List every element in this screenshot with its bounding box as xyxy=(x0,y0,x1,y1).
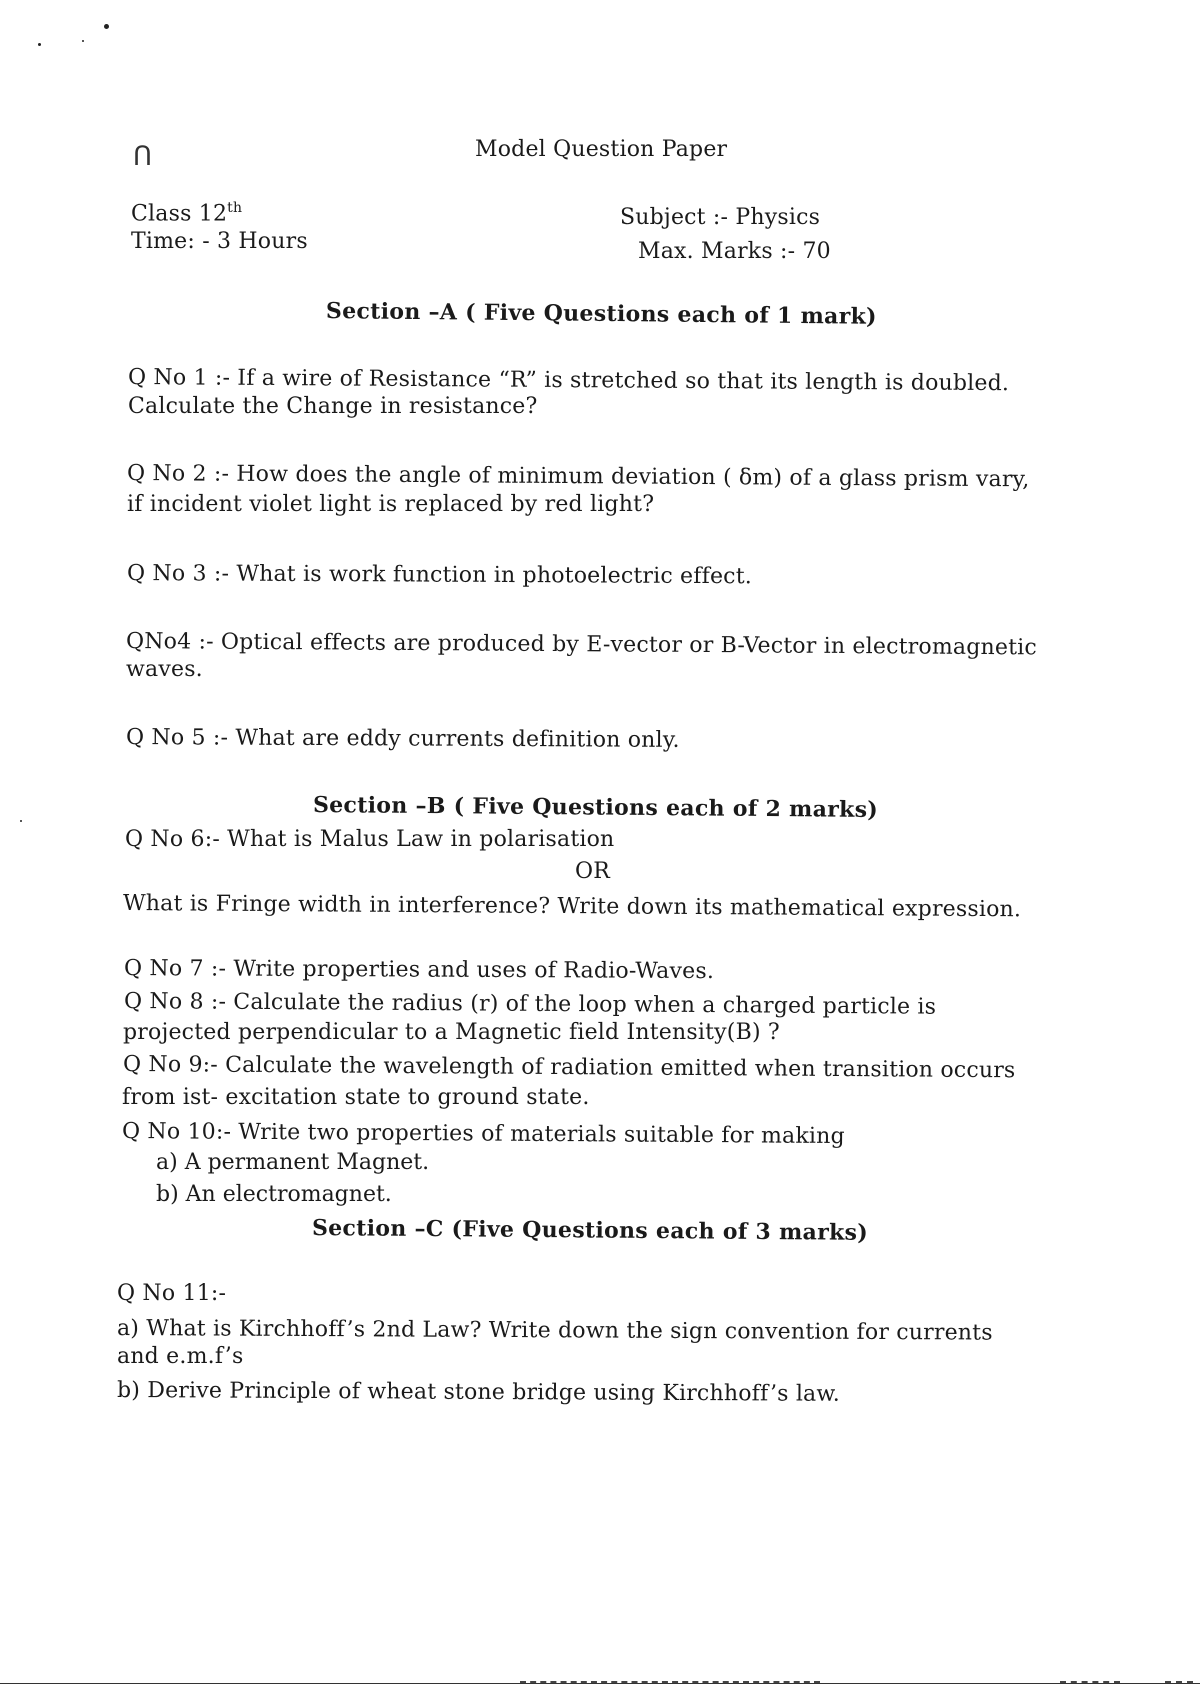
scan-speck xyxy=(82,40,84,42)
question-6-alternative: What is Fringe width in interference? Write down its mathematical expression. xyxy=(122,891,1022,923)
scan-edge-dashes xyxy=(1165,1681,1193,1683)
question-3: Q No 3 :- What is work function in photoelectric effect. xyxy=(126,561,753,590)
class-text: Class 12 xyxy=(131,201,228,227)
section-c-heading: Section –C (Five Questions each of 3 marks) xyxy=(311,1215,869,1246)
scan-edge-dashes xyxy=(520,1681,820,1683)
question-11: Q No 11:- xyxy=(117,1281,227,1306)
class-superscript: th xyxy=(227,200,243,216)
question-4-line-1: QNo4 :- Optical effects are produced by E-vector or B-Vector in electromagnetic xyxy=(125,629,1038,661)
question-2-line-2: if incident violet light is replaced by red light? xyxy=(127,492,655,517)
class-label xyxy=(131,194,242,228)
scan-speck xyxy=(20,820,22,822)
question-7: Q No 7 :- Write properties and uses of Radio-Waves. xyxy=(123,956,715,985)
question-5: Q No 5 :- What are eddy currents definition only. xyxy=(125,725,680,753)
scan-speck xyxy=(38,43,41,46)
question-6: Q No 6:- What is Malus Law in polarisation xyxy=(125,827,615,852)
subject-label: Subject :- Physics xyxy=(620,205,821,230)
section-a-heading: Section –A ( Five Questions each of 1 mark) xyxy=(325,298,877,330)
scan-edge-line xyxy=(0,1683,1200,1684)
paper-title: Model Question Paper xyxy=(475,137,728,162)
question-11-part-b: b) Derive Principle of wheat stone bridge using Kirchhoff’s law. xyxy=(116,1378,841,1407)
max-marks-label: Max. Marks :- 70 xyxy=(638,239,831,264)
question-10-option-b: b) An electromagnet. xyxy=(156,1182,392,1207)
section-b-heading: Section –B ( Five Questions each of 2 marks) xyxy=(312,792,879,823)
question-9-line-1: Q No 9:- Calculate the wavelength of radiation emitted when transition occurs xyxy=(122,1052,1016,1084)
scan-edge-dashes xyxy=(1060,1681,1120,1683)
question-11-part-a-line-1: a) What is Kirchhoff’s 2nd Law? Write down the sign convention for currents xyxy=(116,1316,993,1346)
page-number-mark: ᑎ xyxy=(133,142,153,172)
question-2-line-1: Q No 2 :- How does the angle of minimum deviation ( δm) of a glass prism vary, xyxy=(126,461,1030,493)
question-1-line-1: Q No 1 :- If a wire of Resistance “R” is stretched so that its length is doubled. xyxy=(127,365,1010,397)
question-8-line-1: Q No 8 :- Calculate the radius (r) of the loop when a charged particle is xyxy=(123,989,937,1020)
question-10-option-a: a) A permanent Magnet. xyxy=(156,1150,430,1175)
question-9-line-2: from ist- excitation state to ground state. xyxy=(122,1085,590,1110)
question-10: Q No 10:- Write two properties of materials suitable for making xyxy=(121,1119,845,1150)
scan-speck xyxy=(104,24,109,29)
question-6-or: OR xyxy=(575,859,611,884)
question-11-part-a-line-2: and e.m.f’s xyxy=(117,1344,244,1369)
question-8-line-2: projected perpendicular to a Magnetic field Intensity(B) ? xyxy=(123,1020,780,1045)
time-label: Time: - 3 Hours xyxy=(131,229,308,254)
question-1-line-2: Calculate the Change in resistance? xyxy=(128,394,538,419)
question-4-line-2: waves. xyxy=(126,657,203,682)
